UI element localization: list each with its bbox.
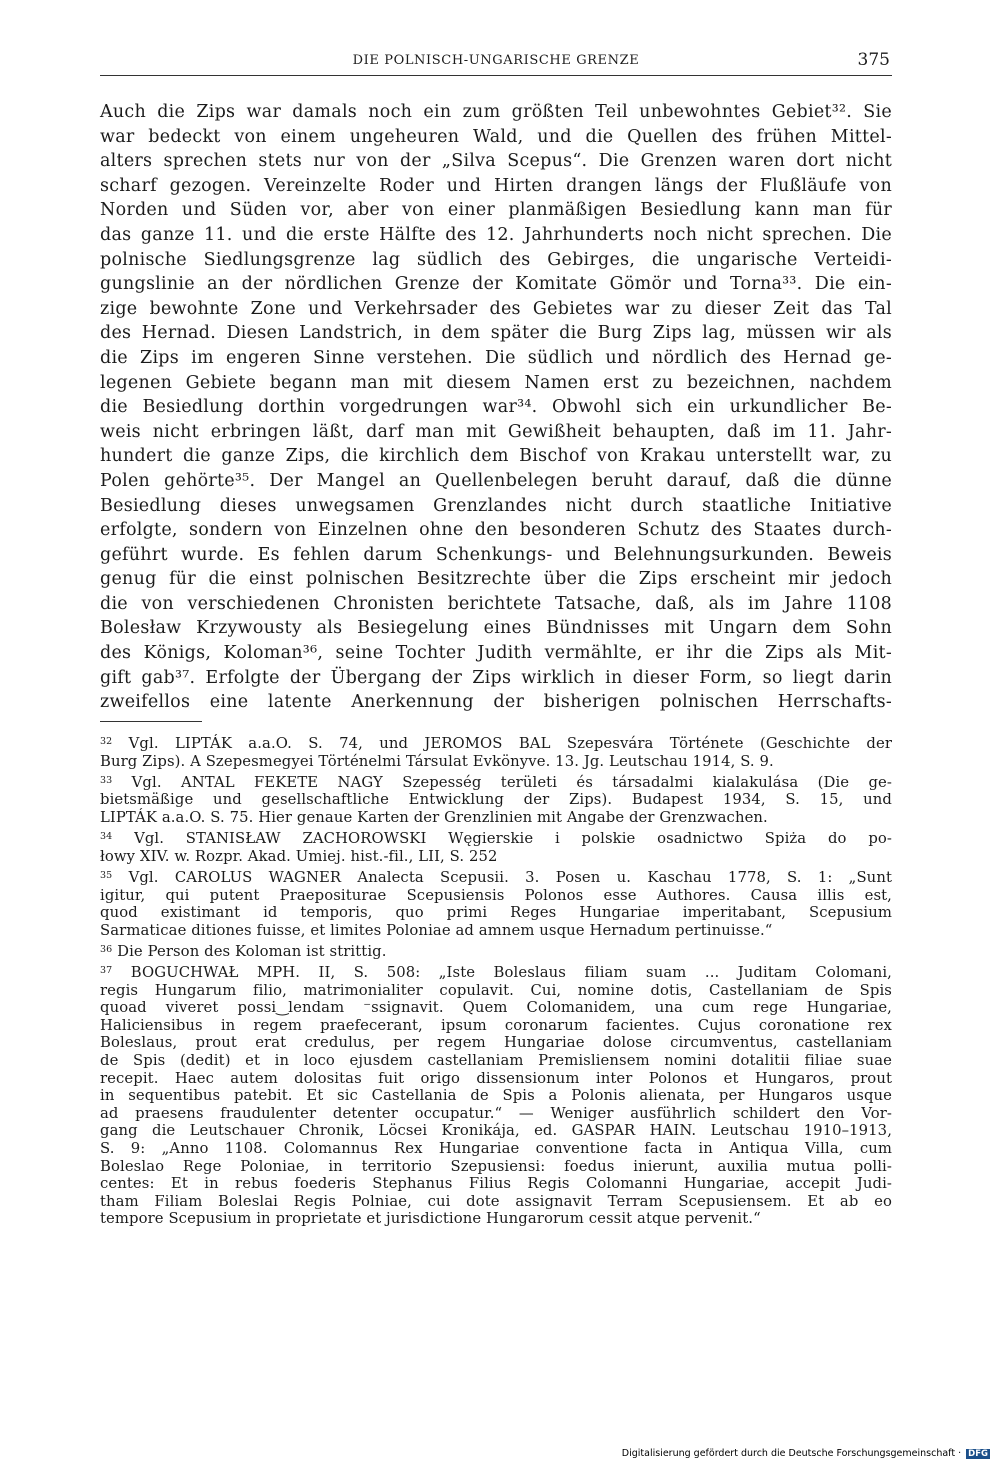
footnote [100, 941, 892, 961]
text-line: polnische Siedlungsgrenze lag südlich des Gebirges, die ungarische Verteidi- [100, 249, 892, 270]
footnote-line: łowy XIV. w. Rozpr. Akad. Umiej. hist.-fil., LII, S. 252 [100, 847, 498, 865]
footnote-line: regis Hungarum filio, matrimonialiter copulavit. Cui, nomine dotis, Castellaniam de Spis [100, 981, 892, 999]
running-title: DIE POLNISCH-UNGARISCHE GRENZE [352, 53, 640, 68]
footnote-number: 32 [100, 736, 113, 747]
footnote-line [100, 733, 892, 753]
footnote-line: centes: Et in rebus foederis Stephanus Filius Regis Colomanni Hungariae, accepit Judi- [100, 1175, 892, 1193]
footnote-line: Boleslao Rege Poloniae, in territorio Szepusiensi: foedus inierunt, auxilia mutua polli- [100, 1157, 892, 1175]
footnote-line [100, 772, 892, 792]
footnote-text: BOGUCHWAŁ MPH. II, S. 508: „Iste Boleslaus filiam suam ... Juditam Colomani, [130, 964, 892, 982]
footnote-line: quod existimant id temporis, quo primi Reges Hungariae imperitabant, Scepusium [100, 904, 892, 922]
footnote-line: tham Filiam Boleslai Regis Polniae, cui dote assignavit Terram Scepusiensem. Et ab eo [100, 1192, 892, 1210]
footnote-line: tempore Scepusium in proprietate et jurisdictione Hungarorum cessit atque pervenit.“ [100, 1210, 761, 1228]
text-line: hundert die ganze Zips, die kirchlich dem Bischof von Krakau unterstellt war, zu [100, 446, 892, 467]
text-line: des Hernad. Diesen Landstrich, in dem später die Burg Zips lag, müssen wir als [100, 323, 892, 344]
digitization-credit [622, 1448, 990, 1459]
footnote-divider [100, 721, 202, 722]
footnote [100, 772, 892, 827]
footnote-line: igitur, qui putent Praepositurae Scepusiensis Polonos esse Authores. Causa illis est, [100, 886, 892, 904]
footnote-text: Vgl. ANTAL FEKETE NAGY Szepesség területi és társadalmi kialakulása (Die ge- [131, 773, 892, 791]
footnotes [100, 733, 892, 1230]
footnote-line: Boleslaus, prout erat credulus, per regem Hungariae dolose circumventus, castellaniam [100, 1034, 892, 1052]
page-number: 375 [857, 50, 890, 70]
text-line: Norden und Süden vor, aber von einer planmäßigen Besiedlung kann man für [100, 200, 892, 221]
footnote-line [100, 867, 892, 887]
footnote-line [100, 828, 892, 848]
footnote-line: Haliciensibus in regem praefecerant, ipsum coronarum facientes. Cujus coronatione rex [100, 1016, 892, 1034]
text-line: weis nicht erbringen läßt, darf man mit Gewißheit behaupten, daß im 11. Jahr- [100, 421, 892, 442]
page-header [100, 49, 892, 76]
text-line: erfolgte, sondern von Einzelnen ohne den besonderen Schutz des Staates durch- [100, 520, 892, 541]
text-line: scharf gezogen. Vereinzelte Roder und Hirten drangen längs der Flußläufe von [100, 175, 892, 196]
text-line: des Königs, Koloman³⁶, seine Tochter Judith vermählte, er ihr die Zips als Mit- [100, 643, 892, 664]
text-line: legenen Gebiete begann man mit diesem Namen erst zu bezeichnen, nachdem [100, 372, 892, 393]
footnote-text: Vgl. LIPTÁK a.a.O. S. 74, und JEROMOS BAL Szepesvára Története (Geschichte der [128, 735, 892, 752]
footnote-line [100, 941, 892, 961]
body-text [100, 100, 892, 715]
text-line: war bedeckt von einem ungeheuren Wald, und die Quellen des frühen Mittel- [100, 126, 892, 147]
footnote [100, 828, 892, 865]
text-line: zige bewohnte Zone und Verkehrsader des Gebietes war zu dieser Zeit das Tal [100, 298, 892, 319]
footnote-line: quoad viveret possi‿lendam ⁻ssignavit. Quem Colomanidem, una cum rege Hungariae, [100, 999, 892, 1017]
text-line: alters sprechen stets nur von der „Silva Scepus“. Die Grenzen waren dort nicht [100, 151, 892, 172]
text-line: Bolesław Krzywousty als Besiegelung eines Bündnisses mit Ungarn dem Sohn [100, 618, 892, 639]
dfg-logo: DFG [968, 1449, 988, 1459]
footnote-number: 37 [100, 965, 113, 977]
text-line: die Besiedlung dorthin vorgedrungen war³⁴. Obwohl sich ein urkundlicher Be- [100, 397, 892, 418]
footnote-line: Burg Zips). A Szepesmegyei Történelmi Társulat Evkönyve. 13. Jg. Leutschau 1914, S. 9. [100, 752, 774, 770]
footnote-line: LIPTÁK a.a.O. S. 75. Hier genaue Karten der Grenzlinien mit Angabe der Grenzwachen. [100, 808, 768, 826]
footnote-line: S. 9: „Anno 1108. Colomannus Rex Hungariae conventione facta in Antiqua Villa, cum [100, 1140, 892, 1158]
footnote [100, 867, 892, 939]
footnote-text: Die Person des Koloman ist strittig. [117, 942, 387, 960]
text-line: gungslinie an der nördlichen Grenze der Komitate Gömör und Torna³³. Die ein- [100, 274, 892, 295]
text-line: die Zips im engeren Sinne verstehen. Die südlich und nördlich des Hernad ge- [100, 347, 892, 368]
text-line: gift gab³⁷. Erfolgte der Übergang der Zips wirklich in dieser Form, so liegt darin [100, 667, 892, 688]
footnote [100, 962, 892, 1228]
footnote-line [100, 962, 892, 982]
footnote [100, 733, 892, 770]
footnote-number: 36 [100, 943, 113, 955]
footnote-text: Vgl. CAROLUS WAGNER Analecta Scepusii. 3. Posen u. Kaschau 1778, S. 1: „Sunt [128, 868, 892, 886]
text-line: das ganze 11. und die erste Hälfte des 12. Jahrhunderts noch nicht sprechen. Die [100, 224, 892, 245]
footnote-line: recepit. Haec autem dolositas fuit origo dissensionum inter Polonos et Hungaros, prout [100, 1069, 892, 1087]
footnote-line: ad praesens fraudulenter detenter occupatur.“ — Weniger ausführlich schildert den Vor- [100, 1104, 892, 1122]
footnote-line: bietsmäßige und gesellschaftliche Entwicklung der Zips). Budapest 1934, S. 15, und [100, 791, 892, 809]
text-line: Polen gehörte³⁵. Der Mangel an Quellenbelegen beruht darauf, daß die dünne [100, 470, 892, 491]
footnote-number: 33 [100, 774, 113, 786]
text-line: genug für die einst polnischen Besitzrechte über die Zips erscheint mir jedoch [100, 569, 892, 590]
text-line: Auch die Zips war damals noch ein zum größten Teil unbewohntes Gebiet³². Sie [100, 102, 892, 122]
footnote-number: 34 [100, 831, 113, 843]
text-line: Besiedlung dieses unwegsamen Grenzlandes nicht durch staatliche Initiative [100, 495, 892, 516]
footnote-text: Vgl. STANISŁAW ZACHOROWSKI Węgierskie i polskie osadnictwo Spiża do po- [134, 830, 892, 848]
credit-text: Digitalisierung gefördert durch die Deutsche Forschungsgemeinschaft · [621, 1448, 962, 1459]
footnote-line: in sequentibus patebit. Et sic Castellania de Spis a Polonis alienata, per Hungaros usque [100, 1087, 892, 1105]
text-line: die von verschiedenen Chronisten berichtete Tatsache, daß, als im Jahre 1108 [100, 593, 892, 614]
footnote-line: gang die Leutschauer Chronik, Löcsei Kronikája, ed. GASPAR HAIN. Leutschau 1910–1913, [100, 1122, 892, 1140]
text-line: zweifellos eine latente Anerkennung der bisherigen polnischen Herrschafts- [100, 692, 892, 713]
footnote-line: de Spis (dedit) et in loco ejusdem castellaniam Premisliensem nomini dotalitii filiae suae [100, 1052, 892, 1070]
footnote-number: 35 [100, 869, 113, 881]
text-line: geführt wurde. Es fehlen darum Schenkungs- und Belehnungsurkunden. Beweis [100, 544, 892, 565]
footnote-line: Sarmaticae ditiones fuisse, et limites Poloniae ad amnem usque Hernadum pertinuisse.“ [100, 921, 773, 939]
